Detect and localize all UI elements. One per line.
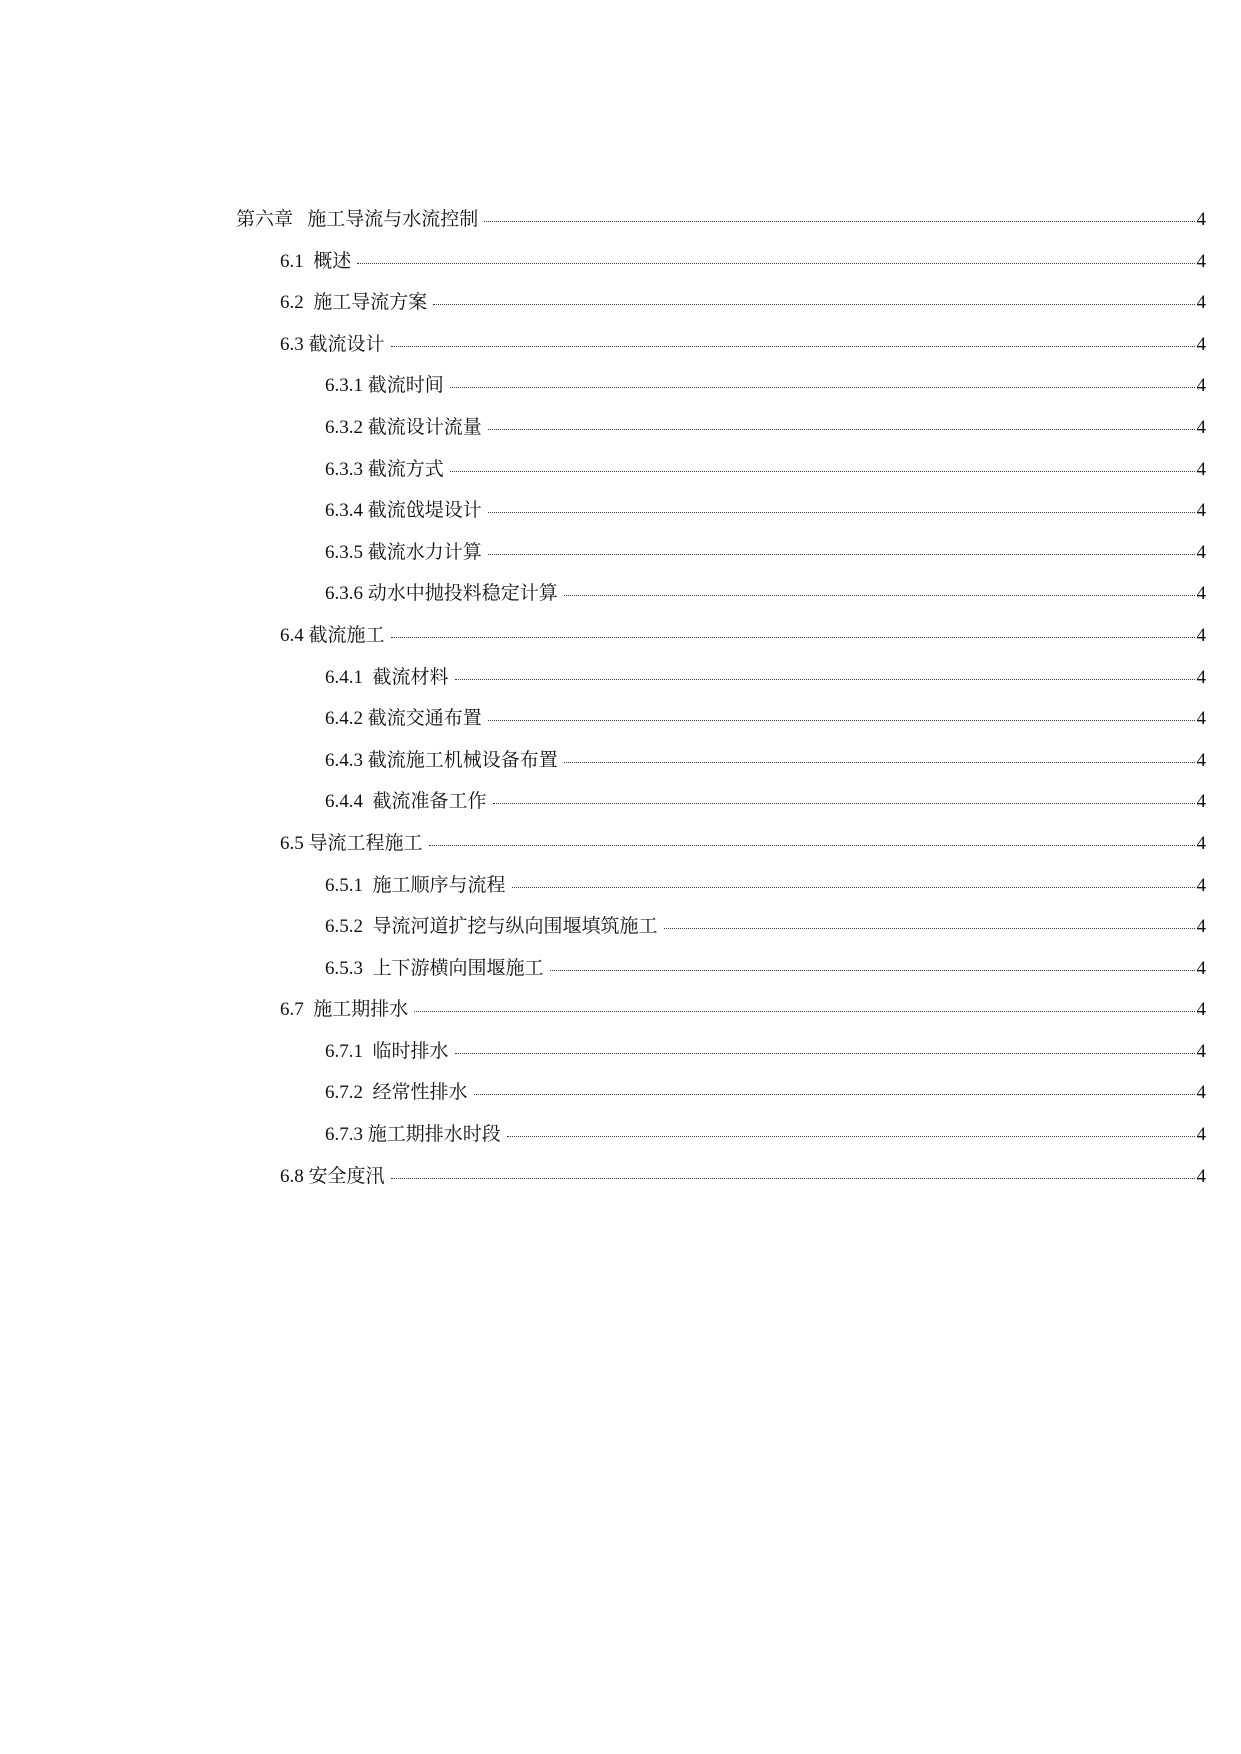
dot-leader: [429, 844, 1195, 846]
toc-entry-6-4-3[interactable]: [236, 745, 1206, 787]
dot-leader: [488, 719, 1195, 721]
toc-entry-title: 6.7 施工期排水: [280, 999, 409, 1021]
toc-page-number: 4: [1196, 500, 1206, 522]
toc-page-number: 4: [1196, 333, 1206, 355]
dot-leader: [414, 1010, 1194, 1012]
toc-entry-title: 6.2 施工导流方案: [280, 292, 428, 314]
toc-entry-6-7-2[interactable]: [236, 1077, 1206, 1119]
toc-entry-title: 6.7.3 施工期排水时段: [325, 1124, 501, 1146]
toc-entry-6-4-2[interactable]: [236, 703, 1206, 745]
toc-entry-6-5-1[interactable]: [236, 870, 1206, 912]
toc-page-number: 4: [1196, 1124, 1206, 1146]
dot-leader: [357, 262, 1194, 264]
toc-page-number: 4: [1196, 1082, 1206, 1104]
toc-entry-6-5[interactable]: [236, 828, 1206, 870]
dot-leader: [512, 886, 1195, 888]
toc-entry-6-4[interactable]: [236, 620, 1206, 662]
toc-page-number: 4: [1196, 416, 1206, 438]
dot-leader: [550, 969, 1195, 971]
toc-entry-title: 6.3.5 截流水力计算: [325, 541, 482, 563]
toc-entry-title: 6.4.4 截流准备工作: [325, 791, 487, 813]
toc-entry-title: 第六章 施工导流与水流控制: [236, 209, 479, 230]
toc-entry-title: 6.5 导流工程施工: [280, 832, 423, 854]
toc-entry-6-3-2[interactable]: [236, 412, 1206, 454]
dot-leader: [664, 927, 1195, 929]
toc-page-number: 4: [1196, 874, 1206, 896]
toc-page-number: 4: [1196, 832, 1206, 854]
toc-entry-6-4-1[interactable]: [236, 662, 1206, 704]
toc-entry-title: 6.4.2 截流交通布置: [325, 708, 482, 730]
toc-entry-6-7-3[interactable]: [236, 1119, 1206, 1161]
toc-entry-6-7-1[interactable]: [236, 1036, 1206, 1078]
dot-leader: [450, 470, 1195, 472]
toc-entry-title: 6.3.3 截流方式: [325, 458, 444, 480]
toc-entry-title: 6.7.2 经常性排水: [325, 1082, 468, 1104]
toc-entry-6-3[interactable]: [236, 329, 1206, 371]
toc-entry-6-2[interactable]: [236, 287, 1206, 329]
toc-page-number: 4: [1196, 708, 1206, 730]
toc-entry-title: 6.1 概述: [280, 250, 352, 272]
toc-page-number: 4: [1196, 583, 1206, 605]
toc-page-number: 4: [1196, 541, 1206, 563]
toc-page-number: 4: [1196, 209, 1206, 230]
toc-entry-title: 6.4.3 截流施工机械设备布置: [325, 749, 558, 771]
toc-page-number: 4: [1196, 375, 1206, 397]
toc-entry-title: 6.8 安全度汛: [280, 1165, 385, 1187]
toc-entry-title: 6.3.4 截流戗堤设计: [325, 500, 482, 522]
toc-entry-title: 6.5.1 施工顺序与流程: [325, 874, 506, 896]
toc-entry-6-3-4[interactable]: [236, 495, 1206, 537]
toc-entry-6-1[interactable]: [236, 246, 1206, 288]
toc-page-number: 4: [1196, 666, 1206, 688]
dot-leader: [493, 802, 1195, 804]
table-of-contents: [236, 204, 1206, 1202]
dot-leader: [488, 428, 1195, 430]
toc-entry-6-3-6[interactable]: [236, 578, 1206, 620]
toc-page-number: 4: [1196, 1040, 1206, 1062]
toc-page-number: 4: [1196, 1165, 1206, 1187]
toc-page-number: 4: [1196, 916, 1206, 938]
toc-page-number: 4: [1196, 458, 1206, 480]
toc-entry-title: 6.3.1 截流时间: [325, 375, 444, 397]
toc-page-number: 4: [1196, 250, 1206, 272]
dot-leader: [564, 761, 1195, 763]
toc-page-number: 4: [1196, 292, 1206, 314]
toc-entry-6-3-3[interactable]: [236, 454, 1206, 496]
toc-entry-title: 6.3.2 截流设计流量: [325, 416, 482, 438]
toc-page-number: 4: [1196, 749, 1206, 771]
toc-entry-title: 6.3 截流设计: [280, 333, 385, 355]
toc-entry-6-3-5[interactable]: [236, 537, 1206, 579]
toc-entry-title: 6.4 截流施工: [280, 624, 385, 646]
dot-leader: [455, 678, 1195, 680]
dot-leader: [391, 1177, 1195, 1179]
toc-page-number: 4: [1196, 999, 1206, 1021]
toc-entry-title: 6.4.1 截流材料: [325, 666, 449, 688]
toc-entry-chapter-6[interactable]: [236, 204, 1206, 246]
toc-page-number: 4: [1196, 791, 1206, 813]
toc-entry-title: 6.3.6 动水中抛投料稳定计算: [325, 583, 558, 605]
dot-leader: [433, 303, 1194, 305]
toc-page-number: 4: [1196, 957, 1206, 979]
toc-entry-title: 6.7.1 临时排水: [325, 1040, 449, 1062]
toc-entry-6-7[interactable]: [236, 994, 1206, 1036]
toc-entry-6-5-3[interactable]: [236, 953, 1206, 995]
dot-leader: [507, 1135, 1195, 1137]
dot-leader: [488, 511, 1195, 513]
dot-leader: [391, 636, 1195, 638]
toc-entry-title: 6.5.2 导流河道扩挖与纵向围堰填筑施工: [325, 916, 658, 938]
dot-leader: [484, 220, 1194, 222]
dot-leader: [488, 553, 1195, 555]
toc-page-number: 4: [1196, 624, 1206, 646]
dot-leader: [450, 386, 1195, 388]
toc-entry-6-8[interactable]: [236, 1161, 1206, 1203]
dot-leader: [474, 1093, 1195, 1095]
toc-entry-6-4-4[interactable]: [236, 786, 1206, 828]
dot-leader: [455, 1052, 1195, 1054]
dot-leader: [564, 594, 1195, 596]
dot-leader: [391, 345, 1195, 347]
toc-entry-6-3-1[interactable]: [236, 370, 1206, 412]
toc-entry-title: 6.5.3 上下游横向围堰施工: [325, 957, 544, 979]
toc-entry-6-5-2[interactable]: [236, 911, 1206, 953]
